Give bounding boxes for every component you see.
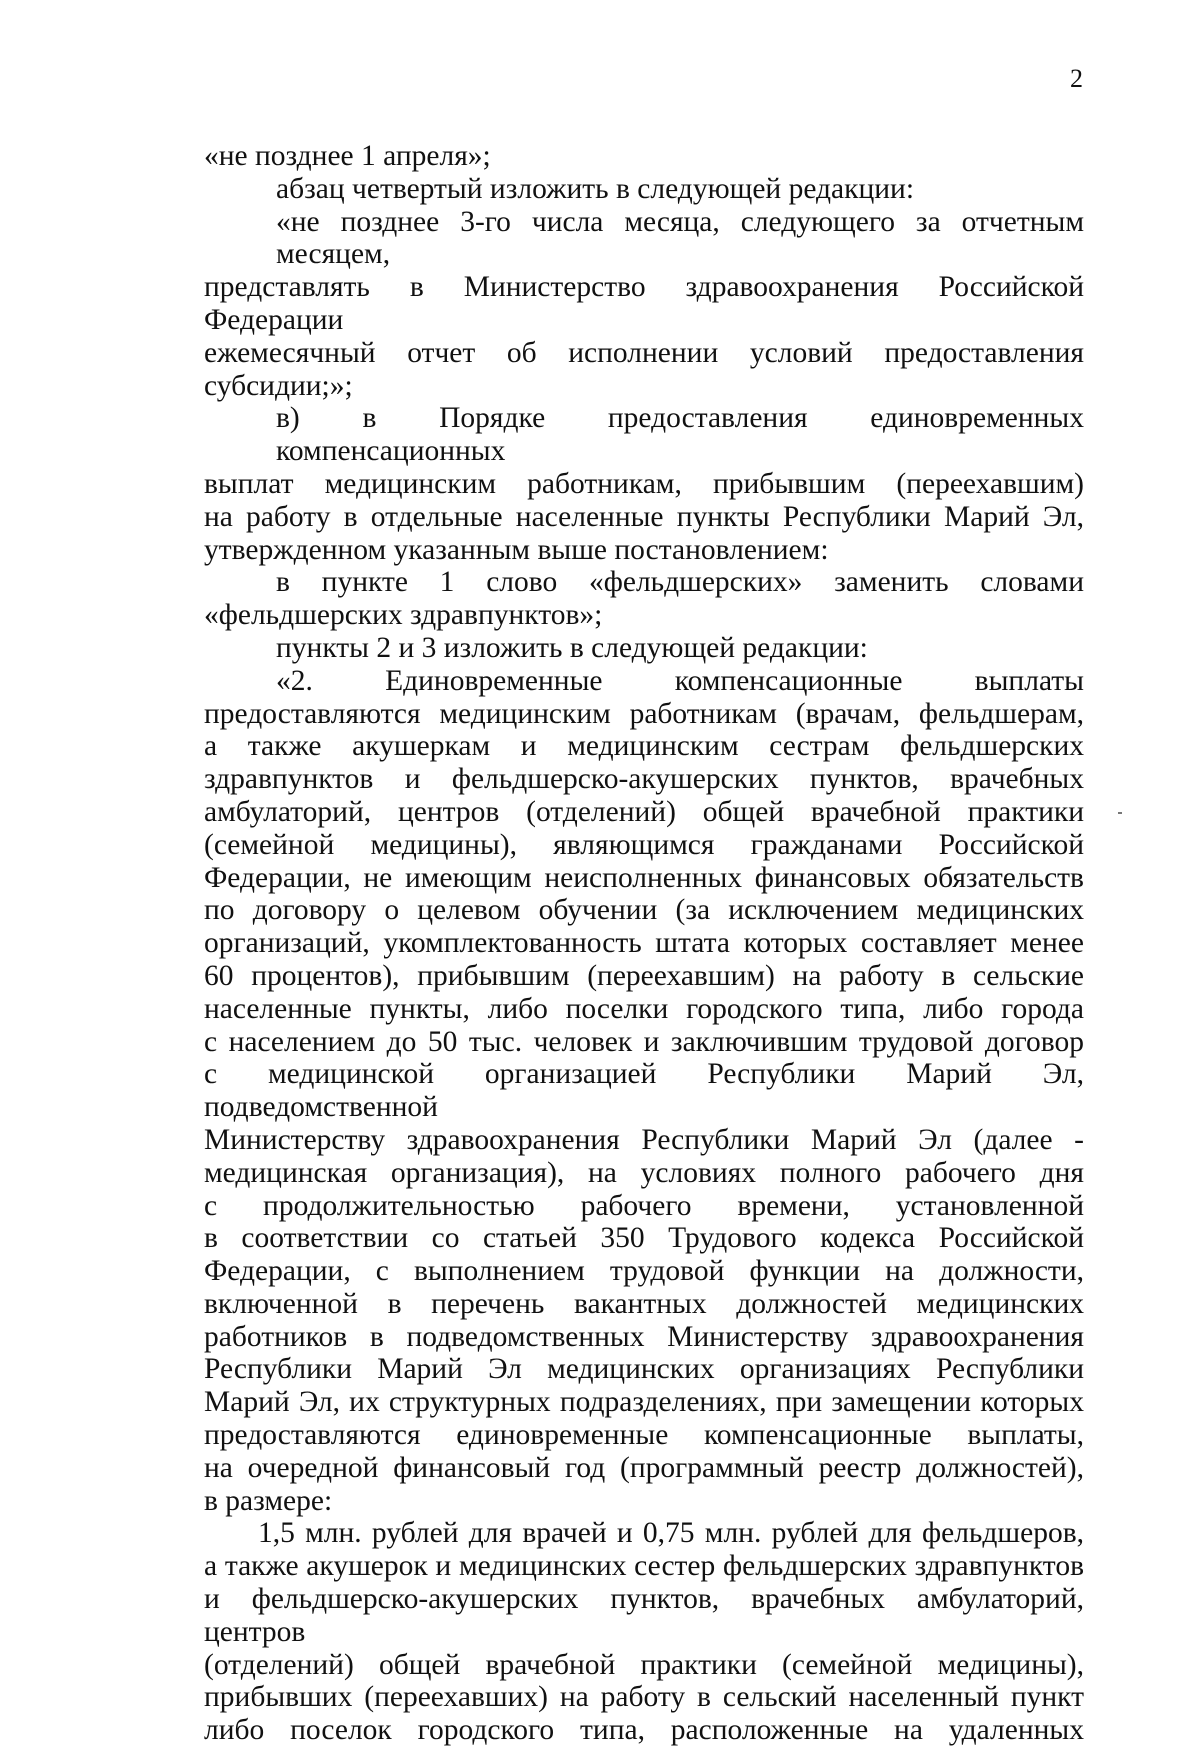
text-line: в пункте 1 слово «фельдшерских» заменить словами (276, 566, 1084, 599)
text-line: на очередной финансовый год (программный реестр должностей), (204, 1451, 1084, 1484)
text-line: (отделений) общей врачебной практики (семейной медицины), (204, 1648, 1084, 1681)
text-line: Республики Марий Эл медицинских организациях Республики (204, 1353, 1084, 1386)
text-line: «не позднее 3-го числа месяца, следующего за отчетным месяцем, (276, 205, 1084, 271)
text-line: 1,5 млн. рублей для врачей и 0,75 млн. рублей для фельдшеров, (258, 1517, 1084, 1550)
document-body (204, 140, 1084, 1747)
text-line: утвержденном указанным выше постановлением: (204, 533, 829, 566)
text-line: представлять в Министерство здравоохранения Российской Федерации (204, 271, 1084, 336)
text-line: с медицинской организацией Республики Марий Эл, подведомственной (204, 1058, 1084, 1124)
text-line: «2. Единовременные компенсационные выплаты (276, 664, 1084, 697)
text-line: в) в Порядке предоставления единовременных компенсационных (276, 402, 1084, 468)
text-line: ежемесячный отчет об исполнении условий предоставления (204, 336, 1084, 369)
text-line: работников в подведомственных Министерству здравоохранения (204, 1320, 1084, 1353)
text-line: по договору о целевом обучении (за исключением медицинских (204, 894, 1084, 927)
page-number: 2 (1070, 64, 1083, 93)
text-line: населенные пункты, либо поселки городского типа, либо города (204, 992, 1084, 1025)
text-line: либо поселок городского типа, расположенные на удаленных (204, 1714, 1084, 1747)
text-line: а также акушеркам и медицинским сестрам фельдшерских (204, 730, 1084, 763)
text-line: а также акушерок и медицинских сестер фельдшерских здравпунктов (204, 1550, 1084, 1583)
text-line: и фельдшерско-акушерских пунктов, врачебных амбулаторий, центров (204, 1583, 1084, 1648)
text-line: предоставляются медицинским работникам (врачам, фельдшерам, (204, 697, 1084, 730)
text-line: пункты 2 и 3 изложить в следующей редакции: (276, 631, 868, 664)
text-line: Федерации, с выполнением трудовой функции на должности, (204, 1255, 1084, 1288)
text-line: с продолжительностью рабочего времени, установленной (204, 1189, 1084, 1222)
text-line: организаций, укомплектованность штата которых составляет менее (204, 927, 1084, 960)
text-line: «фельдшерских здравпунктов»; (204, 599, 603, 632)
text-line: Министерству здравоохранения Республики Марий Эл (далее - (204, 1123, 1084, 1156)
text-line: включенной в перечень вакантных должностей медицинских (204, 1287, 1084, 1320)
text-line: субсидии;»; (204, 369, 353, 402)
scan-speck (1118, 812, 1122, 814)
text-line: в размере: (204, 1484, 333, 1517)
text-line: 60 процентов), прибывшим (переехавшим) на работу в сельские (204, 959, 1084, 992)
text-line: Федерации, не имеющим неисполненных финансовых обязательств (204, 861, 1084, 894)
text-line: в соответствии со статьей 350 Трудового кодекса Российской (204, 1222, 1084, 1255)
text-line: «не позднее 1 апреля»; (204, 140, 491, 172)
text-line: (семейной медицины), являющимся гражданами Российской (204, 828, 1084, 861)
text-line: медицинская организация), на условиях полного рабочего дня (204, 1156, 1084, 1189)
text-line: с населением до 50 тыс. человек и заключившим трудовой договор (204, 1025, 1084, 1058)
text-line: на работу в отдельные населенные пункты Республики Марий Эл, (204, 500, 1084, 533)
text-line: здравпунктов и фельдшерско-акушерских пунктов, врачебных (204, 763, 1084, 796)
text-line: предоставляются единовременные компенсационные выплаты, (204, 1419, 1084, 1452)
text-line: Марий Эл, их структурных подразделениях, при замещении которых (204, 1386, 1084, 1419)
text-line: абзац четвертый изложить в следующей редакции: (276, 172, 915, 205)
text-line: выплат медицинским работникам, прибывшим (переехавшим) (204, 467, 1084, 500)
text-line: амбулаторий, центров (отделений) общей врачебной практики (204, 795, 1084, 828)
text-line: прибывших (переехавших) на работу в сельский населенный пункт (204, 1681, 1084, 1714)
